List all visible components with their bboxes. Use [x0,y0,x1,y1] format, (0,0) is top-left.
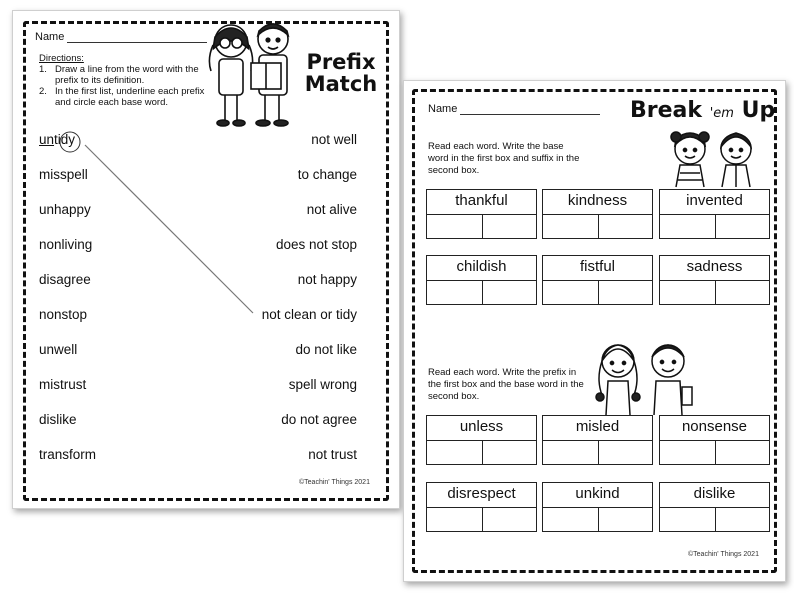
word-box [426,415,537,465]
prefix-instructions: Read each word. Write the prefix in the first box and the base word in the second box. [428,367,584,402]
box-word: invented [686,192,743,209]
suffix-instructions: Read each word. Write the base word in the first box and suffix in the second box. [428,141,580,176]
name-label: Name [35,31,65,43]
word-item: dislike [39,412,77,427]
box-word: fistful [579,258,615,275]
definition-item: does not stop [275,237,357,252]
title-up: Up [741,98,776,123]
kids-clipart [590,339,698,415]
definition-item: do not like [295,342,357,357]
word-item: unwell [39,342,78,357]
box-word: misled [575,418,620,435]
girls-clipart [662,125,766,189]
break-em-up-worksheet [403,80,786,582]
title-em: 'em [709,106,734,121]
box-word: dislike [693,485,736,502]
word-item [39,132,75,147]
word-box [659,189,770,239]
word-item: mistrust [39,377,87,392]
box-word: disrespect [447,485,516,502]
definition-item: to change [297,167,357,182]
definition-item: not happy [297,272,357,287]
copyright: ©Teachin' Things 2021 [299,479,370,486]
example-base: tidy [54,132,76,147]
definition-item: not clean or tidy [261,307,357,322]
word-box [659,415,770,465]
definition-item: not trust [308,447,357,462]
word-box [542,255,653,305]
example-connection-line [13,11,399,508]
word-item: nonliving [39,237,93,252]
title-line-2: Match [304,72,378,96]
word-box [426,189,537,239]
direction-text: Draw a line from the word with the prefix to its definition. [55,64,199,86]
name-field [428,103,600,115]
worksheet-title [630,98,775,123]
box-word: nonsense [681,418,748,435]
word-box [659,255,770,305]
title-line-1: Prefix [306,50,376,74]
word-item: disagree [39,272,91,287]
word-box [542,189,653,239]
directions-heading: Directions: [39,53,84,64]
title-break: Break [630,98,703,123]
word-box [542,415,653,465]
box-word: unless [459,418,504,435]
word-box [659,482,770,532]
direction-number: 1. [39,64,47,75]
direction-number: 2. [39,86,47,97]
box-word: unkind [575,485,620,502]
box-word: kindness [567,192,628,209]
box-word: thankful [455,192,508,209]
name-label: Name [428,103,458,115]
definition-item: do not agree [281,412,357,427]
direction-text: In the first list, underline each prefix and circle each base word. [55,86,205,108]
definition-item: not alive [306,202,357,217]
example-prefix: un [39,132,55,147]
word-item: transform [39,447,97,462]
copyright: ©Teachin' Things 2021 [688,551,759,558]
word-item: misspell [39,167,88,182]
word-box [426,482,537,532]
word-box [426,255,537,305]
definition-item: not well [311,132,357,147]
definition-item: spell wrong [288,377,357,392]
word-box [542,482,653,532]
box-word: childish [456,258,507,275]
box-word: sadness [686,258,743,275]
prefix-match-worksheet [12,10,400,509]
word-item: unhappy [39,202,91,217]
word-item: nonstop [39,307,88,322]
